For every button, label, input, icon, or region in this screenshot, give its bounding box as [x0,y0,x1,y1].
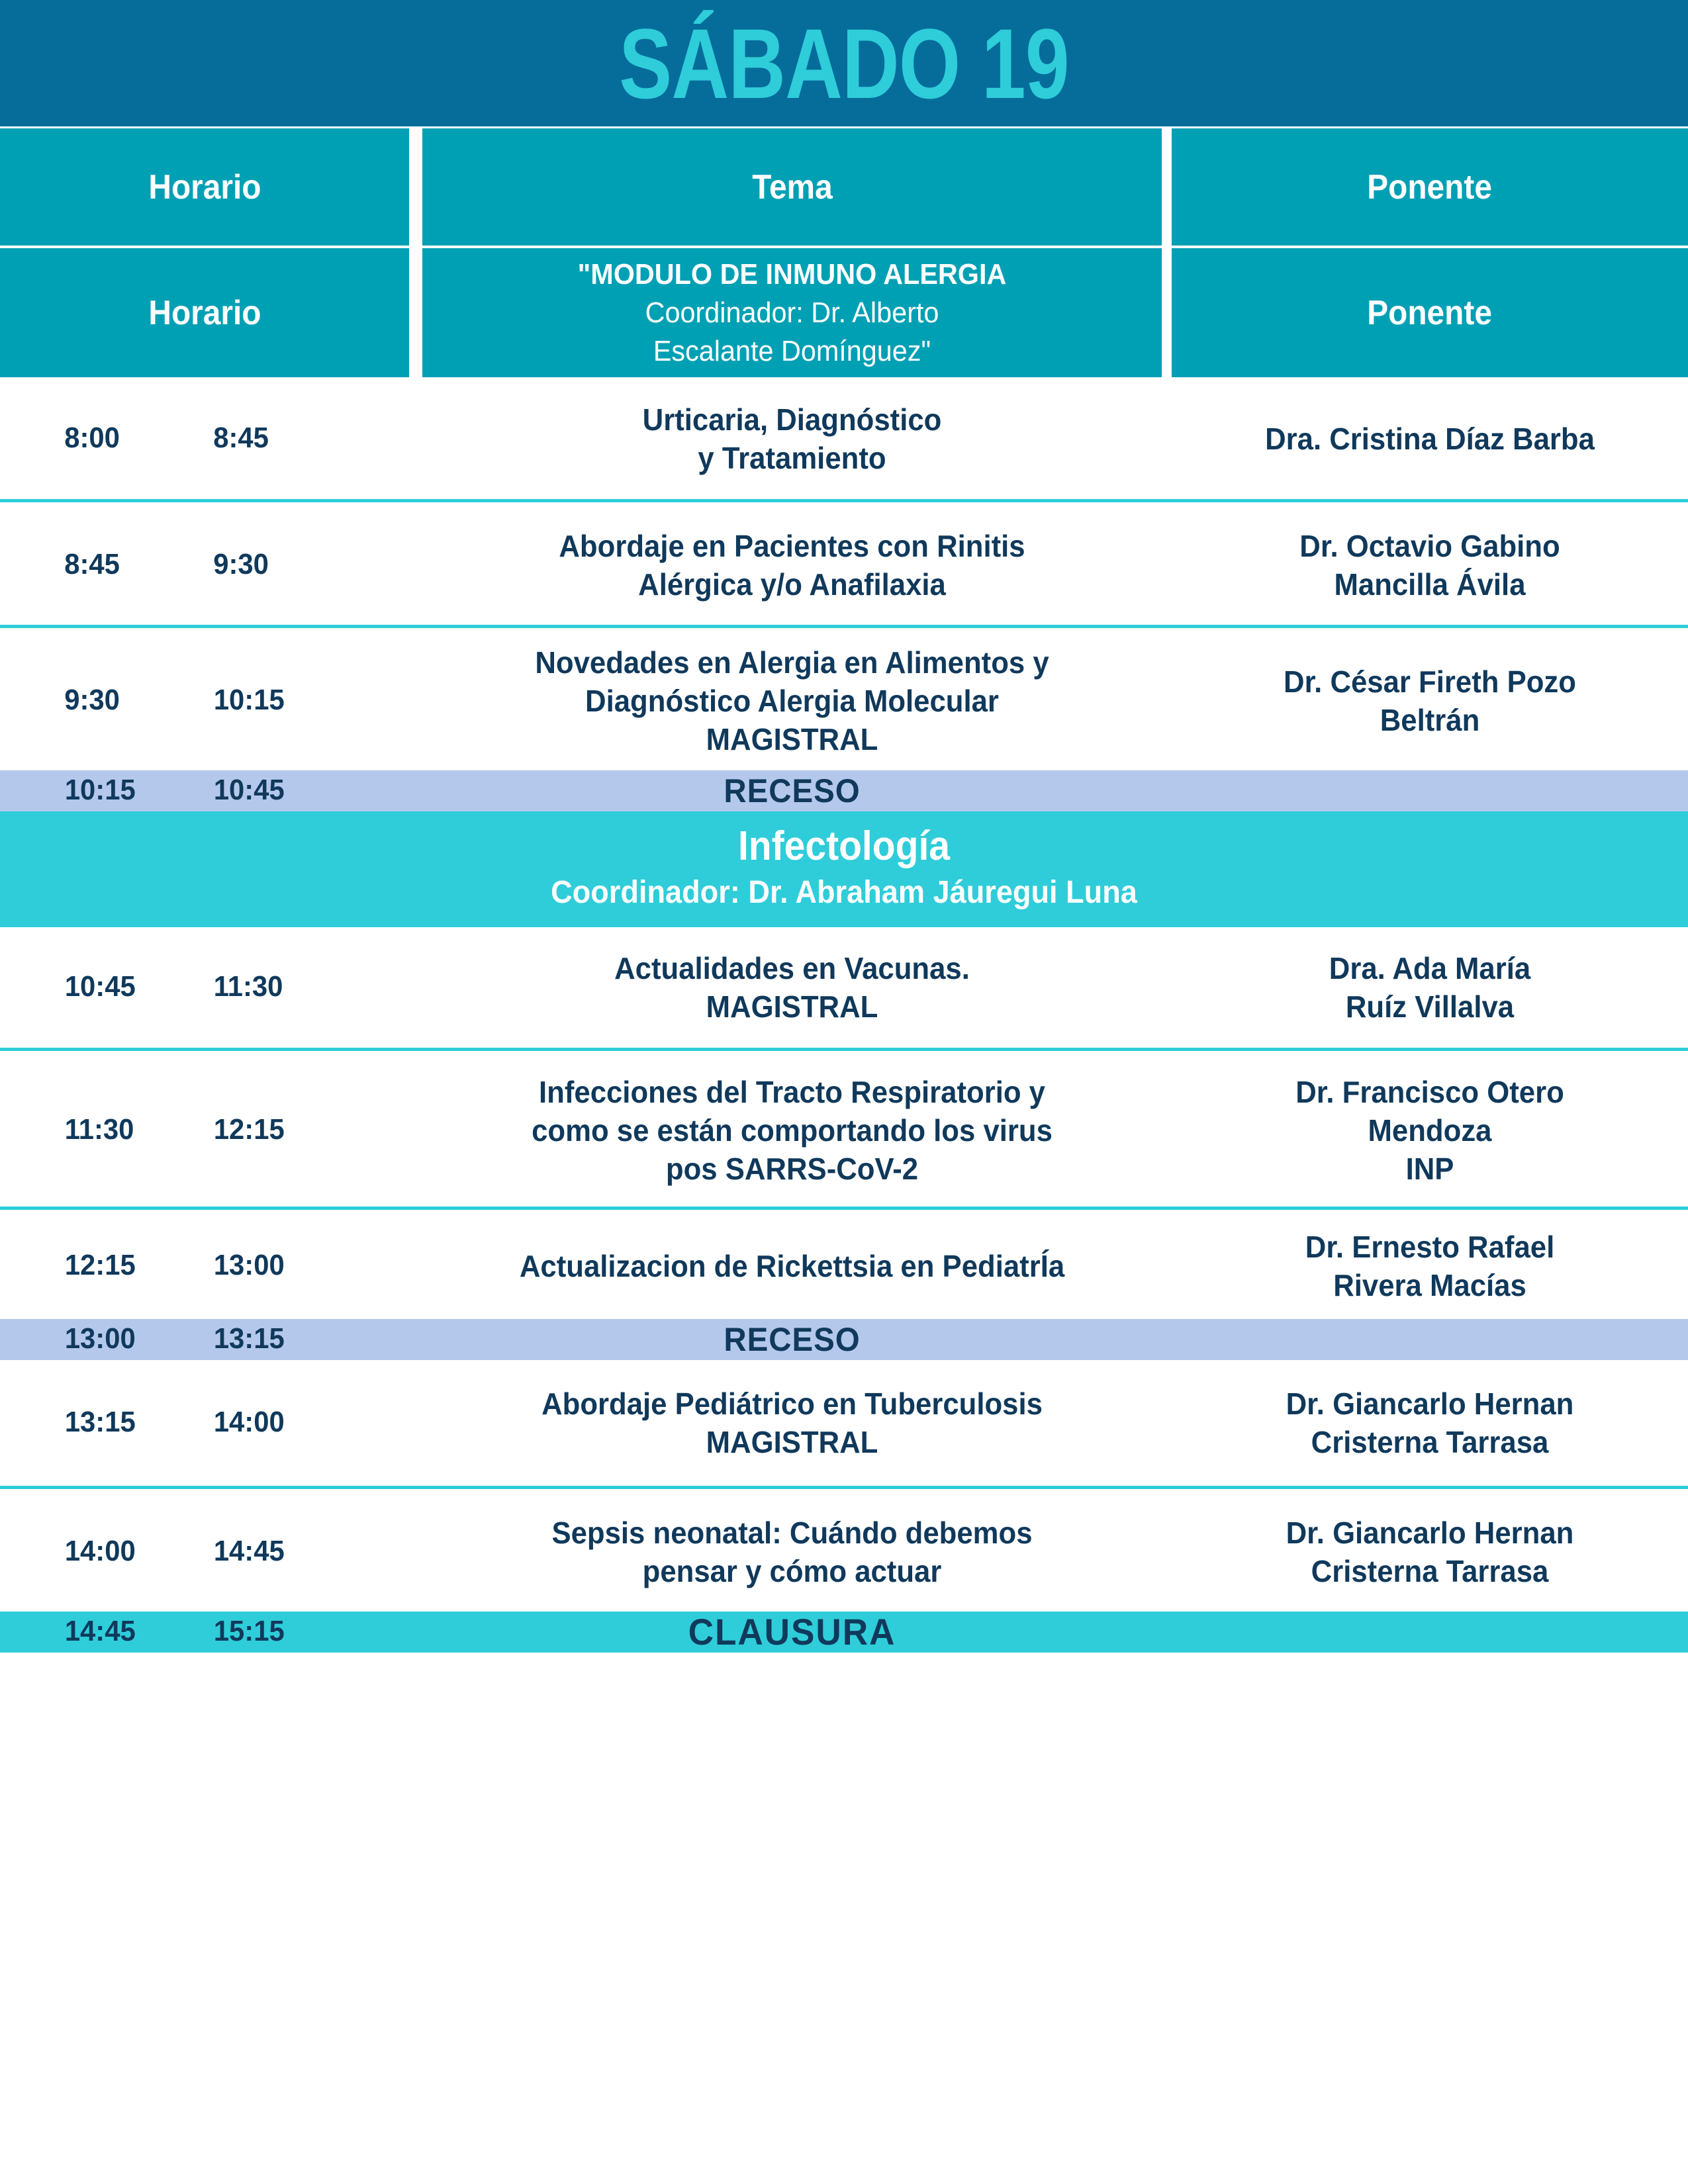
row-end-time: 10:45 [213,774,285,806]
row-ponente-line: Dr. Giancarlo Hernan [1286,1387,1574,1421]
row-tema-line: CLAUSURA [688,1611,896,1653]
row-tema-line: RECESO [724,1321,861,1358]
row-start-time: 13:00 [64,1322,136,1355]
row-tema [441,1613,1143,1651]
row-start-time: 12:15 [64,1249,136,1281]
row-tema-line: MAGISTRAL [706,989,878,1024]
row-tema [441,1514,1143,1590]
schedule-row [0,379,1688,499]
row-ponente-line: Ruíz Villalva [1345,989,1515,1024]
row-ponente-line: Dr. Giancarlo Hernan [1286,1516,1574,1550]
row-tema [441,1073,1143,1188]
schedule-row [0,927,1688,1048]
row-start-time: 14:45 [64,1615,136,1647]
column-header-horario [0,128,409,246]
row-ponente [1185,420,1675,458]
row-tema-line: Actualidades en Vacunas. [614,951,970,985]
row-start-time: 9:30 [64,684,120,716]
row-tema [441,1385,1143,1461]
column-header-ponente [1172,128,1688,246]
row-tema [441,772,1143,810]
schedule-row-receso [0,770,1688,811]
schedule-row [0,625,1688,770]
row-ponente-line: Dr. César Fireth Pozo [1284,664,1576,699]
module-title-line-3: Escalante Domínguez" [653,334,931,367]
row-start-time: 14:00 [64,1535,136,1567]
section-title: Infectología [737,823,951,869]
row-ponente-line: Cristerna Tarrasa [1311,1425,1549,1459]
row-ponente-line: Mancilla Ávila [1334,567,1526,602]
row-start-time: 11:30 [64,1113,134,1146]
row-start-time: 10:45 [64,970,136,1003]
row-end-time: 14:00 [213,1406,285,1438]
row-tema [441,1247,1143,1285]
row-start-time: 13:15 [64,1406,136,1438]
row-end-time: 11:30 [213,970,283,1003]
schedule-row-clausura [0,1612,1688,1653]
row-tema-line: Abordaje Pediátrico en Tuberculosis [541,1387,1043,1421]
column-header-tema [422,128,1162,246]
row-tema-line: pensar y cómo actuar [642,1554,942,1588]
page-title: SÁBADO 19 [619,8,1069,119]
row-tema [441,1320,1143,1359]
column-header-ponente-label: Ponente [1367,167,1493,206]
module-header-tema [422,248,1162,377]
column-header-tema-label: Tema [751,167,833,206]
schedule-table-body [0,379,1688,1653]
row-ponente [1185,1514,1675,1590]
row-end-time: 12:15 [213,1113,285,1146]
row-ponente [1185,1228,1675,1304]
row-tema-line: Diagnóstico Alergia Molecular [585,684,999,718]
row-end-time: 14:45 [213,1535,285,1567]
schedule-row-receso [0,1319,1688,1360]
row-end-time: 10:15 [213,684,285,716]
row-tema [441,643,1143,758]
module-header-horario [0,248,409,377]
row-tema-line: Abordaje en Pacientes con Rinitis [559,529,1025,563]
row-tema-line: Actualizacion de Rickettsia en PediatrÍa [519,1249,1065,1283]
section-band-infectologia [0,811,1688,927]
row-tema [441,949,1143,1026]
row-ponente-line: Dr. Octavio Gabino [1299,529,1560,563]
row-start-time: 8:00 [64,422,120,454]
schedule-row [0,1048,1688,1206]
row-ponente [1185,949,1675,1026]
row-tema [441,400,1143,477]
row-tema-line: y Tratamiento [698,441,886,475]
row-tema-line: MAGISTRAL [706,722,878,756]
schedule-row [0,1206,1688,1319]
row-ponente [1185,1385,1675,1461]
row-tema-line: Urticaria, Diagnóstico [642,402,942,437]
row-ponente-line: INP [1405,1152,1454,1186]
row-tema-line: Infecciones del Tracto Respiratorio y [539,1075,1045,1109]
module-title-line-2: Coordinador: Dr. Alberto [645,296,939,329]
row-ponente-line: Dra. Cristina Díaz Barba [1265,422,1595,456]
row-ponente-line: Dr. Ernesto Rafael [1305,1230,1555,1264]
row-end-time: 13:15 [213,1322,285,1355]
schedule-row [0,1486,1688,1612]
row-ponente-line: Dr. Francisco Otero [1295,1075,1564,1109]
row-tema-line: RECESO [724,772,861,809]
row-ponente-line: Cristerna Tarrasa [1311,1554,1549,1588]
row-ponente-line: Beltrán [1380,703,1480,737]
row-tema-line: Novedades en Alergia en Alimentos y [535,645,1049,680]
row-start-time: 10:15 [64,774,136,806]
row-start-time: 8:45 [64,548,120,580]
row-end-time: 9:30 [213,548,269,580]
row-ponente [1185,1073,1675,1188]
module-header-ponente [1172,248,1688,377]
module-title-line-1: "MODULO DE INMUNO ALERGIA [577,257,1007,291]
row-ponente-line: Rivera Macías [1333,1268,1526,1302]
row-tema-line: como se están comportando los virus [532,1113,1053,1148]
section-coordinator: Coordinador: Dr. Abraham Jáuregui Luna [551,875,1137,910]
row-end-time: 13:00 [213,1249,285,1281]
module-header-ponente-label: Ponente [1367,293,1493,332]
row-ponente [1185,662,1675,739]
row-tema-line: MAGISTRAL [706,1425,878,1459]
schedule-row [0,499,1688,625]
row-tema-line: pos SARRS-CoV-2 [665,1152,919,1186]
row-tema [441,527,1143,604]
row-ponente-line: Mendoza [1368,1113,1492,1148]
module-header-row [0,248,1688,377]
day-title-band [0,0,1688,126]
module-header-title [553,255,1031,371]
row-ponente [1185,527,1675,604]
module-header-horario-label: Horario [148,293,261,332]
schedule-row [0,1360,1688,1486]
row-end-time: 15:15 [213,1615,285,1647]
column-header-horario-label: Horario [148,167,261,206]
row-tema-line: Alérgica y/o Anafilaxia [638,567,946,602]
row-ponente-line: Dra. Ada María [1329,951,1531,985]
column-header-row [0,128,1688,246]
row-tema-line: Sepsis neonatal: Cuándo debemos [551,1516,1033,1550]
row-end-time: 8:45 [213,422,269,454]
